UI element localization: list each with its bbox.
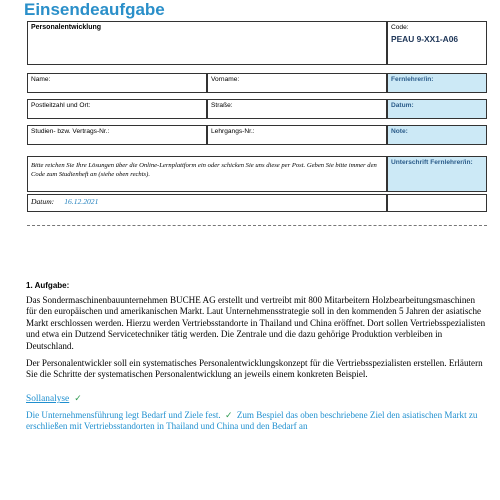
cut-line bbox=[27, 225, 487, 226]
task-heading: 1. Aufgabe: bbox=[26, 281, 70, 290]
code-cell bbox=[387, 21, 487, 65]
unterschrift-label: Unterschrift Fernlehrer/in: bbox=[391, 159, 473, 166]
studien-label: Studien- bzw. Vertrags-Nr.: bbox=[31, 128, 110, 135]
page-title: Einsendeaufgabe bbox=[24, 0, 165, 19]
datum-value: 16.12.2021 bbox=[64, 197, 99, 206]
check-icon: ✓ bbox=[224, 409, 233, 420]
note-cell bbox=[387, 125, 487, 145]
lehrgang-label: Lehrgangs-Nr.: bbox=[211, 128, 255, 135]
code-value: PEAU 9-XX1-A06 bbox=[391, 34, 459, 44]
strasse-field[interactable] bbox=[207, 99, 387, 119]
sollanalyse-title bbox=[26, 393, 486, 404]
subject-label: Personalentwicklung bbox=[31, 24, 102, 31]
answer-part-1: Die Unternehmensführung legt Bedarf und Ziele fest. bbox=[26, 409, 221, 420]
code-label: Code: bbox=[391, 24, 409, 31]
note-label: Note: bbox=[391, 128, 408, 135]
fernlehrer-label: Fernlehrer/in: bbox=[391, 76, 434, 83]
answer-text bbox=[26, 410, 486, 433]
instructions-text: Bitte reichen Sie Ihre Lösungen über die Online-Lernplattform ein oder schicken Sie uns diese per Post. Geben Sie bitte immer den Code zum Studienheft an (siehe oben rechts). bbox=[31, 162, 377, 178]
fernlehrer-cell bbox=[387, 73, 487, 93]
instructions-cell bbox=[27, 156, 387, 192]
name-field[interactable] bbox=[27, 73, 207, 93]
check-icon: ✓ bbox=[74, 392, 82, 403]
lehrgang-field[interactable] bbox=[207, 125, 387, 145]
datum-label: Datum: bbox=[31, 197, 55, 206]
studien-field[interactable] bbox=[27, 125, 207, 145]
answer-part-2: Zum Bespiel das oben beschriebene Ziel den asiatischen Markt zu erschließen mit Vertriebsstandorten in Thailand und China und den Bedarf an bbox=[26, 409, 478, 432]
datum-side-label: Datum: bbox=[391, 102, 414, 109]
unterschrift-cell bbox=[387, 156, 487, 192]
task-paragraph-1: Das Sondermaschinenbauunternehmen BUCHE AG erstellt und vertreibt mit 800 Mitarbeitern Holzbearbeitungsmaschinen für den europäischen und amerikanischen Markt. Laut Unternehmensstrategie soll in den kommenden 5 Jahren der asiatische Markt erschlossen werden. Hierzu werden Vertriebsstandorte in Thailand und China eröffnet. Dort sollen Vertriebsspezialisten und etwa ein Dutzend Servicetechniker tätig werden. Die Zentrale und die dazu gehörige Produktion verbleiben in Deutschland. bbox=[26, 295, 486, 351]
datum-cell bbox=[27, 194, 387, 212]
submission-form bbox=[27, 21, 487, 221]
vorname-field[interactable] bbox=[207, 73, 387, 93]
name-label: Name: bbox=[31, 76, 51, 83]
datum-empty-cell bbox=[387, 194, 487, 212]
datum-side-cell bbox=[387, 99, 487, 119]
task-paragraph-2: Der Personalentwickler soll ein systematisches Personalentwicklungskonzept für die Vertriebsspezialisten erstellen. Erläutern Sie die Schritte der systematischen Personalentwicklung an jeweils einem konkreten Beispiel. bbox=[26, 358, 483, 380]
strasse-label: Straße: bbox=[211, 102, 233, 109]
plz-label: Postleitzahl und Ort: bbox=[31, 102, 91, 109]
sollanalyse-label: Sollanalyse bbox=[26, 393, 70, 404]
vorname-label: Vorname: bbox=[211, 76, 240, 83]
plz-field[interactable] bbox=[27, 99, 207, 119]
subject-cell bbox=[27, 21, 387, 65]
task-body bbox=[26, 281, 486, 433]
